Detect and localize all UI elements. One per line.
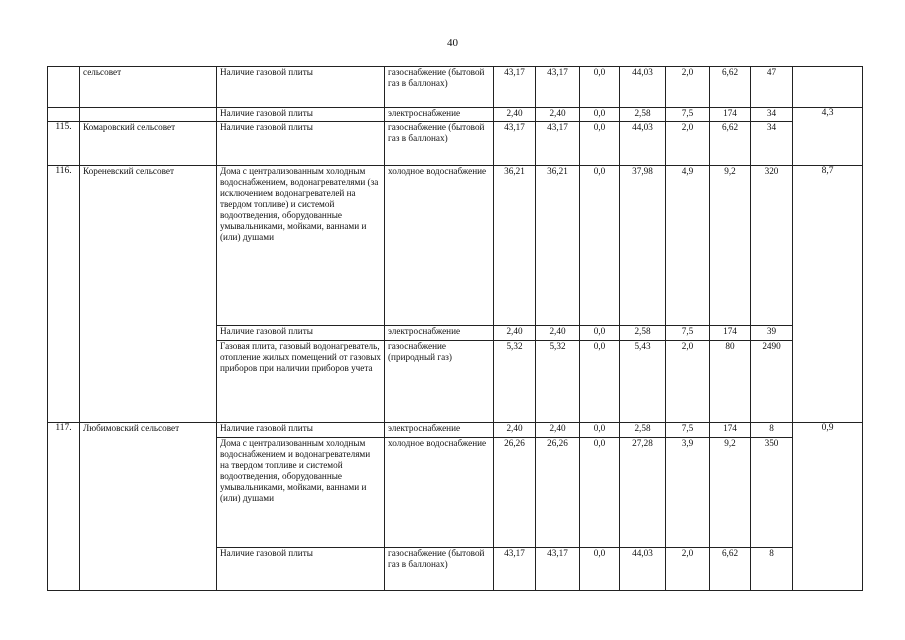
service-cell: газоснабжение (бытовой газ в баллонах) [385, 67, 494, 108]
value-cell: 2,0 [666, 548, 710, 591]
value-cell: 2,58 [620, 326, 666, 341]
coefficient-cell: 0,9 [793, 423, 863, 591]
value-cell: 2,0 [666, 67, 710, 108]
value-cell: 6,62 [710, 548, 751, 591]
service-cell: холодное водоснабжение [385, 166, 494, 326]
value-cell: 174 [710, 423, 751, 438]
value-cell: 0,0 [580, 438, 620, 548]
value-cell: 320 [751, 166, 793, 326]
table-row [48, 67, 863, 108]
district-cell [80, 108, 217, 122]
value-cell: 39 [751, 326, 793, 341]
coefficient-cell: 4,3 [793, 108, 863, 166]
value-cell: 2,58 [620, 108, 666, 122]
value-cell: 34 [751, 108, 793, 122]
value-cell: 7,5 [666, 108, 710, 122]
service-cell: электроснабжение [385, 423, 494, 438]
value-cell: 37,98 [620, 166, 666, 326]
value-cell: 34 [751, 122, 793, 166]
value-cell: 0,0 [580, 166, 620, 326]
service-cell: газоснабжение (бытовой газ в баллонах) [385, 122, 494, 166]
value-cell: 0,0 [580, 423, 620, 438]
value-cell: 36,21 [494, 166, 536, 326]
value-cell: 5,32 [536, 341, 580, 423]
table-row [48, 122, 863, 166]
value-cell: 80 [710, 341, 751, 423]
district-cell: Кореневский сельсовет [80, 166, 217, 423]
service-cell: электроснабжение [385, 108, 494, 122]
value-cell: 2,0 [666, 122, 710, 166]
value-cell: 174 [710, 108, 751, 122]
value-cell: 4,9 [666, 166, 710, 326]
value-cell: 43,17 [494, 67, 536, 108]
value-cell: 47 [751, 67, 793, 108]
value-cell: 9,2 [710, 438, 751, 548]
value-cell: 2,40 [494, 326, 536, 341]
description-cell: Газовая плита, газовый водонагреватель, отопление жилых помещений от газовых приборов при наличии приборов учета [217, 341, 385, 423]
value-cell: 2,40 [494, 423, 536, 438]
index-cell [48, 108, 80, 122]
index-cell: 115. [48, 122, 80, 166]
index-cell [48, 67, 80, 108]
table-row [48, 108, 863, 122]
value-cell: 8 [751, 423, 793, 438]
value-cell: 0,0 [580, 341, 620, 423]
value-cell: 2,40 [536, 326, 580, 341]
description-cell: Наличие газовой плиты [217, 326, 385, 341]
description-cell: Наличие газовой плиты [217, 548, 385, 591]
description-cell: Дома с централизованным холодным водоснабжением и водонагревателями на твердом топливе и системой водоотведения, оборудованные умывальниками, мойками, ваннами и (или) душами [217, 438, 385, 548]
value-cell: 27,28 [620, 438, 666, 548]
value-cell: 2,58 [620, 423, 666, 438]
value-cell: 44,03 [620, 122, 666, 166]
index-cell: 116. [48, 166, 80, 423]
value-cell: 2,40 [536, 423, 580, 438]
district-cell: Комаровский сельсовет [80, 122, 217, 166]
coefficient-cell: 8,7 [793, 166, 863, 423]
service-cell: электроснабжение [385, 326, 494, 341]
service-cell: холодное водоснабжение [385, 438, 494, 548]
value-cell: 0,0 [580, 122, 620, 166]
description-cell: Наличие газовой плиты [217, 108, 385, 122]
value-cell: 174 [710, 326, 751, 341]
coefficient-cell [793, 67, 863, 108]
value-cell: 2490 [751, 341, 793, 423]
value-cell: 26,26 [536, 438, 580, 548]
value-cell: 43,17 [536, 548, 580, 591]
service-cell: газоснабжение (природный газ) [385, 341, 494, 423]
value-cell: 44,03 [620, 67, 666, 108]
value-cell: 43,17 [536, 122, 580, 166]
district-cell: Любимовский сельсовет [80, 423, 217, 591]
value-cell: 44,03 [620, 548, 666, 591]
value-cell: 2,40 [536, 108, 580, 122]
value-cell: 8 [751, 548, 793, 591]
value-cell: 6,62 [710, 122, 751, 166]
page-number: 40 [447, 37, 458, 49]
value-cell: 6,62 [710, 67, 751, 108]
value-cell: 36,21 [536, 166, 580, 326]
value-cell: 7,5 [666, 423, 710, 438]
description-cell: Наличие газовой плиты [217, 67, 385, 108]
value-cell: 0,0 [580, 326, 620, 341]
value-cell: 350 [751, 438, 793, 548]
service-cell: газоснабжение (бытовой газ в баллонах) [385, 548, 494, 591]
value-cell: 5,32 [494, 341, 536, 423]
value-cell: 5,43 [620, 341, 666, 423]
value-cell: 0,0 [580, 108, 620, 122]
description-cell: Наличие газовой плиты [217, 122, 385, 166]
value-cell: 7,5 [666, 326, 710, 341]
value-cell: 2,40 [494, 108, 536, 122]
value-cell: 26,26 [494, 438, 536, 548]
table-row [48, 166, 863, 326]
district-cell: сельсовет [80, 67, 217, 108]
value-cell: 43,17 [494, 548, 536, 591]
description-cell: Наличие газовой плиты [217, 423, 385, 438]
value-cell: 43,17 [536, 67, 580, 108]
tariff-table [47, 66, 863, 591]
index-cell: 117. [48, 423, 80, 591]
value-cell: 2,0 [666, 341, 710, 423]
description-cell: Дома с централизованным холодным водоснабжением, водонагревателями (за исключением водонагревателей на твердом топливе) и системой водоотведения, оборудованные умывальниками, мойками, ваннами и (или) душами [217, 166, 385, 326]
value-cell: 9,2 [710, 166, 751, 326]
table-row [48, 423, 863, 438]
value-cell: 43,17 [494, 122, 536, 166]
value-cell: 0,0 [580, 548, 620, 591]
value-cell: 3,9 [666, 438, 710, 548]
value-cell: 0,0 [580, 67, 620, 108]
